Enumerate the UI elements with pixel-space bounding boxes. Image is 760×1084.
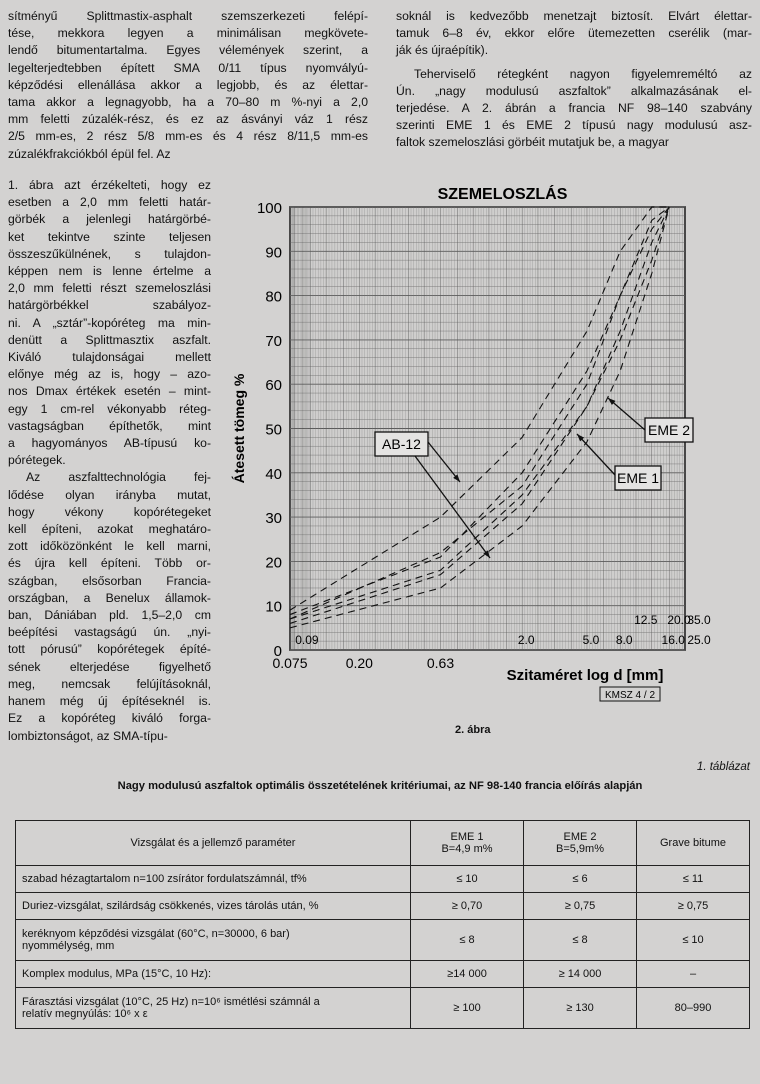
table-cell: ≥ 0,75 <box>524 893 637 920</box>
right-column <box>396 8 752 152</box>
table-cell: keréknyom képződési vizsgálat (60°C, n=30000, 6 bar) nyommélység, mm <box>16 920 411 961</box>
table-cell: ≤ 11 <box>637 866 750 893</box>
x-tick-inner-label: 2.0 <box>517 633 535 647</box>
table-cell: ≥ 130 <box>524 988 637 1029</box>
text-line: Kiváló tulajdonságai mellett <box>8 350 211 365</box>
text-line: görbék a jelenlegi határgörbé- <box>8 212 211 227</box>
text-line: zott időközönként le kell marni, <box>8 539 211 554</box>
y-tick-label: 40 <box>265 465 282 483</box>
x-tick-label: 0.63 <box>426 655 455 671</box>
text-line: összeszűkülnének, s tulajdon- <box>8 246 211 261</box>
y-tick-label: 90 <box>265 244 282 262</box>
table-row <box>16 866 750 893</box>
text-line: lendő bitumentartalma. Egyes vélemények szerint, a <box>8 43 368 58</box>
table-cell: ≤ 6 <box>524 866 637 893</box>
text-line: és újra kell építeni. Több or- <box>8 556 211 571</box>
x-tick-label: 0.075 <box>272 655 308 671</box>
x-tick-inner-label: 20.0 <box>667 613 691 627</box>
text-line: esetben a 2,0 mm feletti határ- <box>8 195 211 210</box>
text-line: zúzalékfrakciókból épül fel. Az <box>8 146 171 161</box>
criteria-table <box>15 820 750 1029</box>
y-tick-label: 100 <box>256 200 282 217</box>
text-line: a hagyományos AB-típusú ko- <box>8 436 211 451</box>
x-tick-label: 0.20 <box>345 655 373 671</box>
y-tick-label: 30 <box>265 510 282 528</box>
series-label: EME 1 <box>616 470 660 486</box>
table-cell: ≥14 000 <box>411 961 524 988</box>
table-header-row <box>16 821 750 866</box>
text-line: meg, nemcsak felújításoknál, <box>8 676 211 691</box>
text-line: 2/5 mm-es, 2 rész 5/8 mm-es és 4 rész 8/11,5 mm-es <box>8 129 368 144</box>
table-cell: ≥ 0,70 <box>411 893 524 920</box>
text-line: sének elterjedése figyelhető <box>8 659 211 674</box>
x-tick-inner-label: 0.09 <box>295 633 319 647</box>
text-line: szerinti EME 1 és EME 2 típusú nagy modulusú asz- <box>396 118 752 133</box>
x-tick-inner-label: 25.0 <box>687 633 711 647</box>
table-cell: ≤ 10 <box>637 920 750 961</box>
text-line: tése, mekkora legyen a minimálisan megkövete- <box>8 26 368 41</box>
y-tick-label: 20 <box>265 554 282 572</box>
table-cell: Fárasztási vizsgálat (10°C, 25 Hz) n=10⁶ ismétlési számnál a relatív megnyúlás: 10⁶ x ε <box>16 988 411 1029</box>
text-line: tott pórusú” kopórétegek építé- <box>8 642 211 657</box>
table-cell: ≥ 100 <box>411 988 524 1029</box>
y-tick-label: 10 <box>265 598 282 616</box>
table-row <box>16 920 750 961</box>
table-cell: – <box>637 961 750 988</box>
table-header-cell: Vizsgálat és a jellemző paraméter <box>16 821 411 866</box>
y-tick-label: 0 <box>273 643 282 660</box>
text-line: képpen nem is lenne értelme a <box>8 264 211 279</box>
series-label: EME 2 <box>647 422 691 438</box>
table-cell: ≤ 8 <box>411 920 524 961</box>
table-row <box>16 988 750 1029</box>
y-tick-label: 80 <box>265 288 282 306</box>
text-line: denütt a Splittmasztix aszfalt. <box>8 332 211 347</box>
text-line: szágban, elsősorban Francia- <box>8 573 211 588</box>
table-cell: 80–990 <box>637 988 750 1029</box>
text-line: sítményű Splittmastix-asphalt szemszerkezeti felépí- <box>8 9 368 23</box>
table-cell: ≥ 0,75 <box>637 893 750 920</box>
text-line: tamuk 6–8 év, ekkor előre ütemezetten cserélik (mar- <box>396 26 752 41</box>
table-caption: 1. táblázat <box>696 761 750 773</box>
series-label: AB-12 <box>382 436 421 452</box>
grading-chart <box>220 180 760 710</box>
x-axis-label: Szitaméret log d [mm] <box>506 667 664 684</box>
paragraph-technology <box>8 469 211 744</box>
y-tick-label: 50 <box>265 421 282 439</box>
table-header-cell: Grave bitume <box>637 821 750 866</box>
y-tick-label: 60 <box>265 377 282 395</box>
text-line: legelterjedtebben épített SMA 0/11 típus nyomvályú- <box>8 60 368 75</box>
text-line: hogy vékony kopórétegeket <box>8 504 211 519</box>
text-line: nos Dmax értékek esetén – mint- <box>8 384 211 399</box>
text-line: ket tekintve szinte teljesen <box>8 229 211 244</box>
chart-svg <box>220 180 760 710</box>
left-column-top <box>8 8 368 163</box>
x-tick-inner-label: 5.0 <box>582 633 600 647</box>
text-line: soknál is kedvezőbb menetzajt biztosít. Elvárt élettar- <box>396 9 752 23</box>
text-line: határgörbékkel szabályoz- <box>8 298 211 313</box>
x-tick-inner-label: 8.0 <box>615 633 633 647</box>
table-cell: Komplex modulus, MPa (15°C, 10 Hz): <box>16 961 411 988</box>
text-line: kell építeni, azokat meghatáro- <box>8 522 211 537</box>
x-tick-inner-label: 12.5 <box>634 613 658 627</box>
table-title: Nagy modulusú aszfaltok optimális összetételének kritériumai, az NF 98-140 francia előírás alapján <box>117 780 643 792</box>
text-line: 2,0 mm feletti részt szemeloszlási <box>8 281 211 296</box>
text-line: 1. ábra azt érzékelteti, hogy ez <box>8 178 211 192</box>
text-line: pórétegek. <box>8 453 66 468</box>
text-line: ják és újraépítik). <box>396 43 489 58</box>
table-row <box>16 961 750 988</box>
text-line: lombiztonságot, az SMA-típu- <box>8 728 168 743</box>
paragraph-eme <box>396 66 752 152</box>
text-line: lődése olyan irányba mutat, <box>8 487 211 502</box>
table-header-cell: EME 1 B=4,9 m% <box>411 821 524 866</box>
y-tick-label: 70 <box>265 332 282 350</box>
chart-title: SZEMELOSZLÁS <box>437 186 568 203</box>
text-line: Ún. „nagy modulusú aszfaltok” alkalmazásának el- <box>396 83 752 98</box>
text-line: ni. A „sztár”-kopóréteg ma min- <box>8 315 211 330</box>
text-line: képződési ellenállása akkor a legjobb, és az élettar- <box>8 77 368 92</box>
text-line: tama akkor a legnagyobb, ha a 70–80 m %-nyi a 2,0 <box>8 95 368 110</box>
table-header-cell: EME 2 B=5,9m% <box>524 821 637 866</box>
text-line: vastagságban építhetők, mint <box>8 418 211 433</box>
paragraph-lifetime <box>396 8 752 60</box>
text-line: Az aszfalttechnológia fej- <box>26 470 211 485</box>
table-cell: ≤ 10 <box>411 866 524 893</box>
text-line: Ez a kopóréteg kiváló forga- <box>8 711 211 726</box>
text-line: egy 1 cm-rel vékonyabb réteg- <box>8 401 211 416</box>
text-line: Teherviselő rétegként nagyon figyelemreméltó az <box>414 66 752 81</box>
text-line: mm feletti zúzalék-rész, és ez az ásványi váz 1 rész <box>8 112 368 127</box>
x-tick-inner-label: 16.0 <box>661 633 685 647</box>
table-cell: ≥ 14 000 <box>524 961 637 988</box>
text-line: hanem még új építéseknél is. <box>8 694 211 709</box>
text-line: előnye még az is, hogy – azo- <box>8 367 211 382</box>
figure-caption: 2. ábra <box>455 724 491 736</box>
table-cell: ≤ 8 <box>524 920 637 961</box>
text-line: beépítési vastagságú ún. „nyi- <box>8 625 211 640</box>
table-row <box>16 893 750 920</box>
text-line: faltok szemeloszlási görbéit mutatjuk be, a magyar <box>396 135 669 150</box>
stamp-text: KMSZ 4 / 2 <box>604 690 656 701</box>
paragraph-sma <box>8 177 211 469</box>
text-line: országban, a Benelux államok- <box>8 590 211 605</box>
table-cell: szabad hézagtartalom n=100 zsírátor fordulatszámnál, tf% <box>16 866 411 893</box>
text-line: terjedése. A 2. ábrán a francia NF 98–140 szabvány <box>396 101 752 116</box>
y-axis-label: Átesett tömeg % <box>231 373 247 484</box>
table-cell: Duriez-vizsgálat, szilárdság csökkenés, vizes tárolás után, % <box>16 893 411 920</box>
text-line: ban, Dániában pld. 1,5–2,0 cm <box>8 608 211 623</box>
left-column-narrow <box>8 177 211 745</box>
x-tick-inner-label: 35.0 <box>687 613 711 627</box>
